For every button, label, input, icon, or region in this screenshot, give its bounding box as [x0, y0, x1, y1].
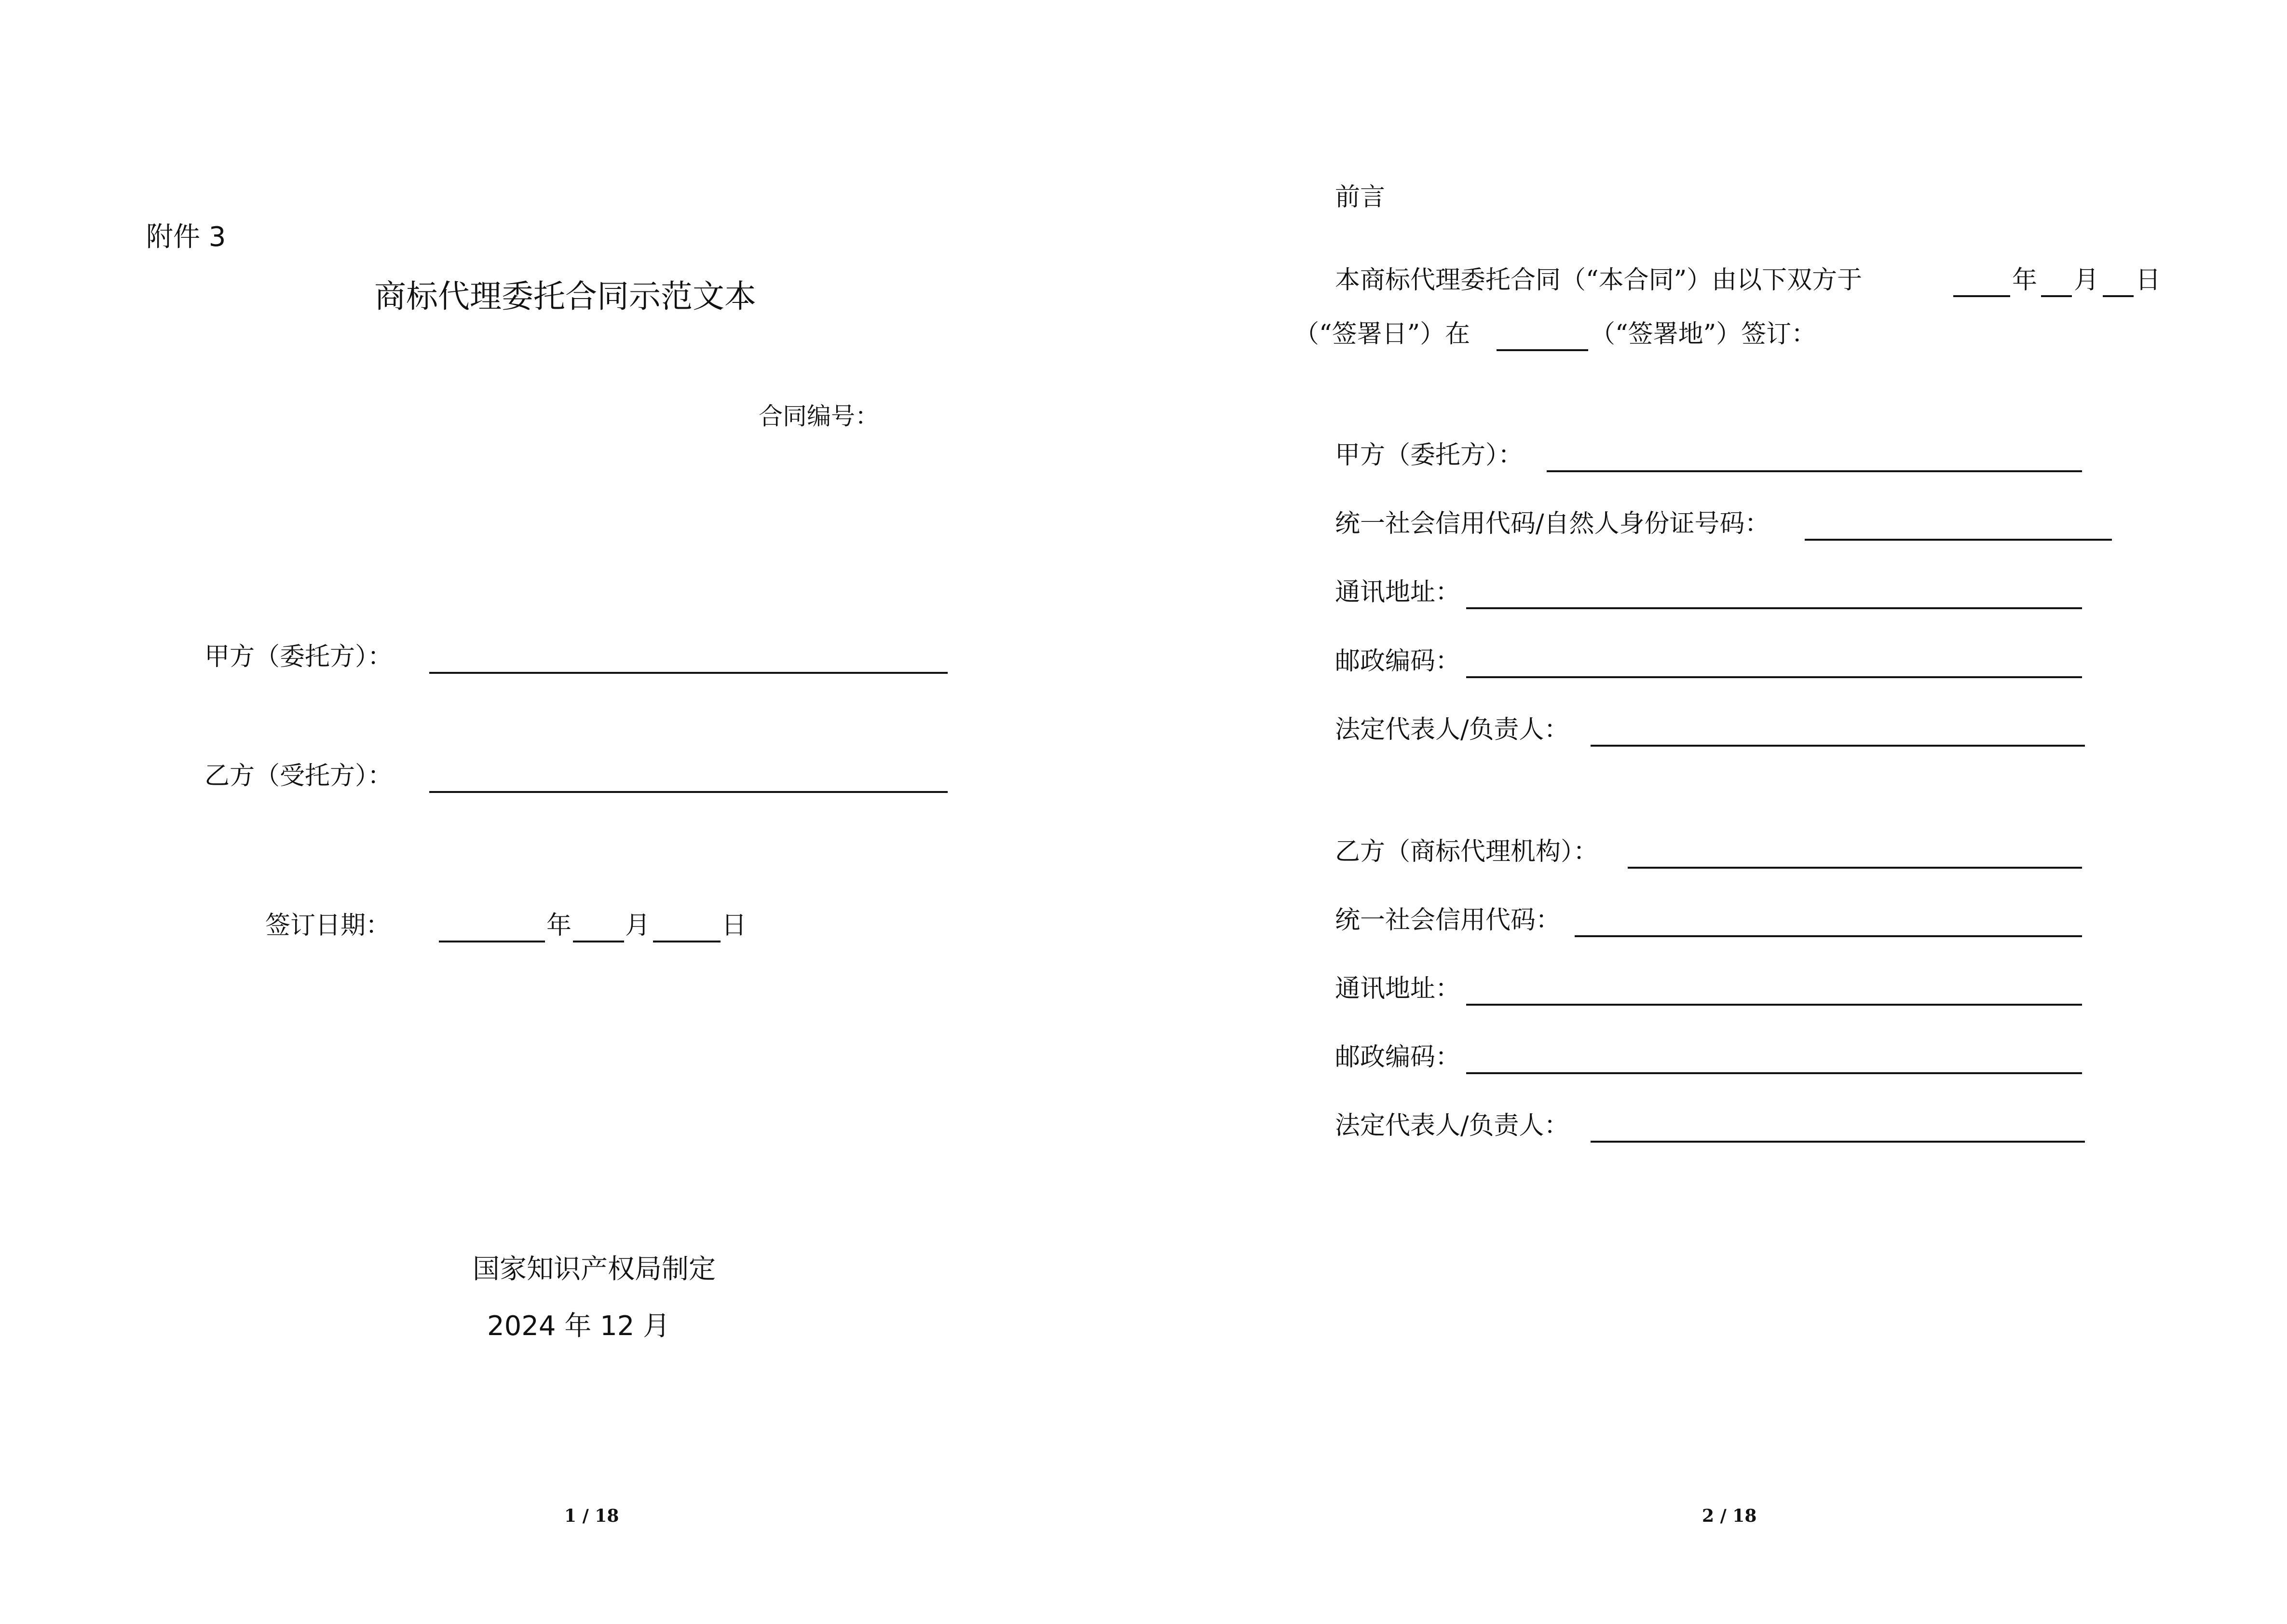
party-a-blank[interactable]	[429, 672, 948, 674]
signing-day-blank[interactable]	[653, 941, 721, 942]
preface-intro: 本商标代理委托合同（“本合同”）由以下双方于	[1335, 266, 1863, 295]
party-a-representative-blank[interactable]	[1591, 745, 2085, 747]
party-a-label: 甲方（委托方）：	[204, 642, 393, 671]
signing-month-blank[interactable]	[573, 941, 624, 942]
signing-day-label: 日	[721, 911, 747, 940]
party-b-name-blank[interactable]	[1628, 867, 2082, 869]
preface-day-blank[interactable]	[2103, 295, 2134, 297]
document-title: 商标代理委托合同示范文本	[374, 278, 756, 315]
contract-number-label: 合同编号：	[759, 402, 879, 430]
preface-month-blank[interactable]	[2041, 295, 2072, 297]
party-b-blank[interactable]	[429, 791, 948, 793]
page-number: 1 / 18	[564, 1506, 619, 1526]
signing-month-label: 月	[625, 911, 651, 940]
signing-place-blank[interactable]	[1497, 349, 1588, 351]
party-a-postcode-label: 邮政编码：	[1335, 647, 1461, 676]
signing-date-label: 签订日期：	[265, 911, 391, 940]
issue-date: 2024 年 12 月	[487, 1310, 670, 1342]
party-b-postcode-label: 邮政编码：	[1335, 1043, 1461, 1072]
party-a-label: 甲方（委托方）：	[1335, 441, 1524, 470]
preface-signing-date-term: （“签署日”）在	[1294, 320, 1470, 349]
party-a-representative-label: 法定代表人/负责人：	[1335, 715, 1569, 744]
preface-year-label: 年	[2012, 266, 2038, 295]
party-b-address-label: 通讯地址：	[1335, 974, 1461, 1003]
preface-month-label: 月	[2074, 266, 2099, 295]
preface-year-blank[interactable]	[1953, 295, 2010, 297]
party-b-credit-code-label: 统一社会信用代码：	[1335, 906, 1561, 935]
party-b-credit-code-blank[interactable]	[1575, 935, 2082, 937]
party-a-postcode-blank[interactable]	[1466, 676, 2082, 678]
party-a-credit-code-blank[interactable]	[1805, 539, 2112, 541]
party-b-representative-blank[interactable]	[1591, 1141, 2085, 1143]
issuer: 国家知识产权局制定	[473, 1254, 716, 1285]
party-b-representative-label: 法定代表人/负责人：	[1335, 1111, 1569, 1140]
preface-page	[1144, 0, 2287, 1624]
party-a-address-blank[interactable]	[1466, 607, 2082, 609]
page-number: 2 / 18	[1702, 1506, 1757, 1526]
party-a-name-blank[interactable]	[1547, 470, 2082, 472]
party-b-label: 乙方（受托方）：	[204, 762, 393, 791]
preface-title: 前言	[1335, 183, 1386, 212]
party-a-address-label: 通讯地址：	[1335, 578, 1461, 607]
party-a-credit-code-label: 统一社会信用代码/自然人身份证号码：	[1335, 509, 1770, 538]
signing-year-label: 年	[546, 911, 572, 940]
signing-year-blank[interactable]	[439, 941, 545, 942]
preface-day-label: 日	[2136, 266, 2161, 295]
party-b-label: 乙方（商标代理机构）：	[1335, 837, 1599, 866]
attachment-label: 附件 3	[146, 221, 226, 253]
party-b-address-blank[interactable]	[1466, 1004, 2082, 1006]
preface-signing-place-term: （“签署地”）签订：	[1590, 320, 1817, 349]
party-b-postcode-blank[interactable]	[1466, 1072, 2082, 1074]
